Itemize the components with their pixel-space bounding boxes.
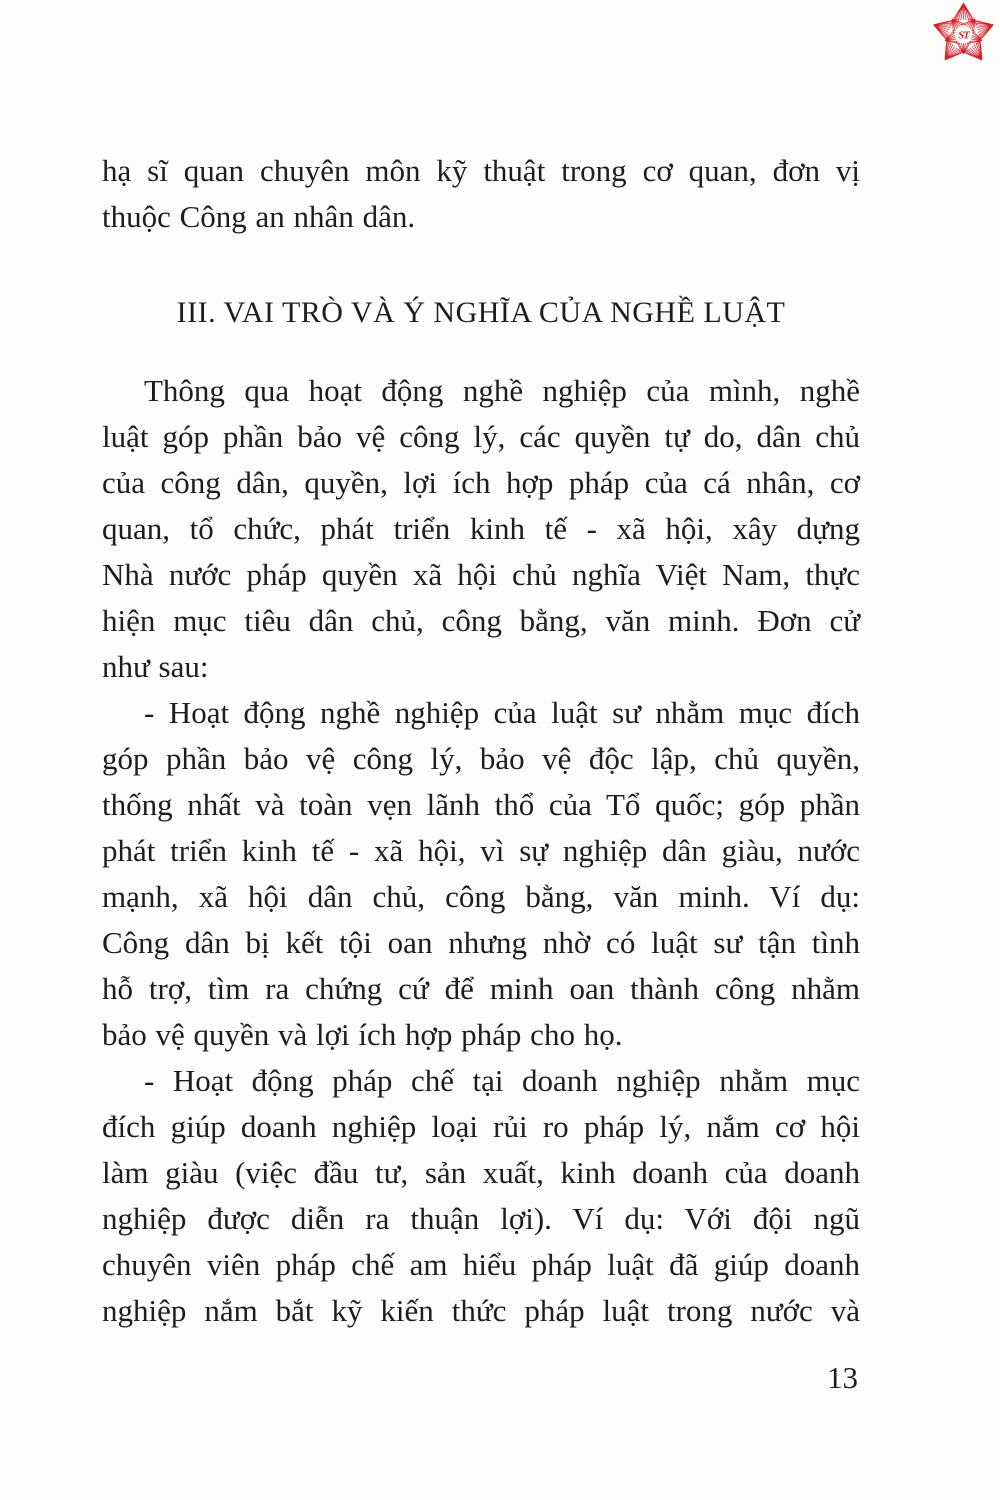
text-line: hỗ trợ, tìm ra chứng cứ để minh oan thành công nhằm bbox=[102, 971, 860, 1006]
text-line: luật góp phần bảo vệ công lý, các quyền tự do, dân chủ bbox=[102, 419, 860, 454]
text-line: đích giúp doanh nghiệp loại rủi ro pháp lý, nắm cơ hội bbox=[102, 1109, 860, 1144]
text-line: như sau: bbox=[102, 649, 209, 684]
text-line: chuyên viên pháp chế am hiểu pháp luật đã giúp doanh bbox=[102, 1247, 860, 1282]
text-line: - Hoạt động pháp chế tại doanh nghiệp nhằm mục bbox=[144, 1063, 860, 1098]
text-line: thuộc Công an nhân dân. bbox=[102, 199, 416, 234]
text-line: Nhà nước pháp quyền xã hội chủ nghĩa Việt Nam, thực bbox=[102, 557, 860, 592]
text-line: quan, tổ chức, phát triển kinh tế - xã hội, xây dựng bbox=[102, 511, 860, 546]
text-line: nghiệp được diễn ra thuận lợi). Ví dụ: Với đội ngũ bbox=[102, 1201, 860, 1236]
text-line: hiện mục tiêu dân chủ, công bằng, văn minh. Đơn cử bbox=[102, 603, 860, 638]
publisher-logo bbox=[930, 1, 997, 68]
paragraph-bullet-legal-affairs bbox=[102, 1058, 860, 1334]
text-line: phát triển kinh tế - xã hội, vì sự nghiệp dân giàu, nước bbox=[102, 833, 860, 868]
text-line: Công dân bị kết tội oan nhưng nhờ có luật sư tận tình bbox=[102, 925, 860, 960]
page-text bbox=[102, 148, 860, 1334]
text-line: góp phần bảo vệ công lý, bảo vệ độc lập, chủ quyền, bbox=[102, 741, 860, 776]
paragraph-intro bbox=[102, 368, 860, 690]
text-line: bảo vệ quyền và lợi ích hợp pháp cho họ. bbox=[102, 1017, 623, 1052]
text-line: mạnh, xã hội dân chủ, công bằng, văn minh. Ví dụ: bbox=[102, 879, 860, 914]
paragraph-bullet-lawyer bbox=[102, 690, 860, 1058]
logo-st-text: ST bbox=[958, 29, 969, 42]
text-line: Thông qua hoạt động nghề nghiệp của mình, nghề bbox=[144, 373, 860, 408]
text-line: làm giàu (việc đầu tư, sản xuất, kinh doanh của doanh bbox=[102, 1155, 860, 1190]
paragraph-continuation bbox=[102, 148, 860, 240]
text-line: của công dân, quyền, lợi ích hợp pháp của cá nhân, cơ bbox=[102, 465, 860, 500]
text-line: - Hoạt động nghề nghiệp của luật sư nhằm mục đích bbox=[144, 695, 860, 730]
text-line: hạ sĩ quan chuyên môn kỹ thuật trong cơ quan, đơn vị bbox=[102, 153, 860, 188]
section-heading: III. VAI TRÒ VÀ Ý NGHĨA CỦA NGHỀ LUẬT bbox=[176, 296, 786, 329]
text-line: thống nhất và toàn vẹn lãnh thổ của Tổ quốc; góp phần bbox=[102, 787, 860, 822]
text-line: nghiệp nắm bắt kỹ kiến thức pháp luật trong nước và bbox=[102, 1293, 860, 1328]
st-star-icon bbox=[930, 1, 997, 68]
page-number: 13 bbox=[827, 1360, 858, 1395]
